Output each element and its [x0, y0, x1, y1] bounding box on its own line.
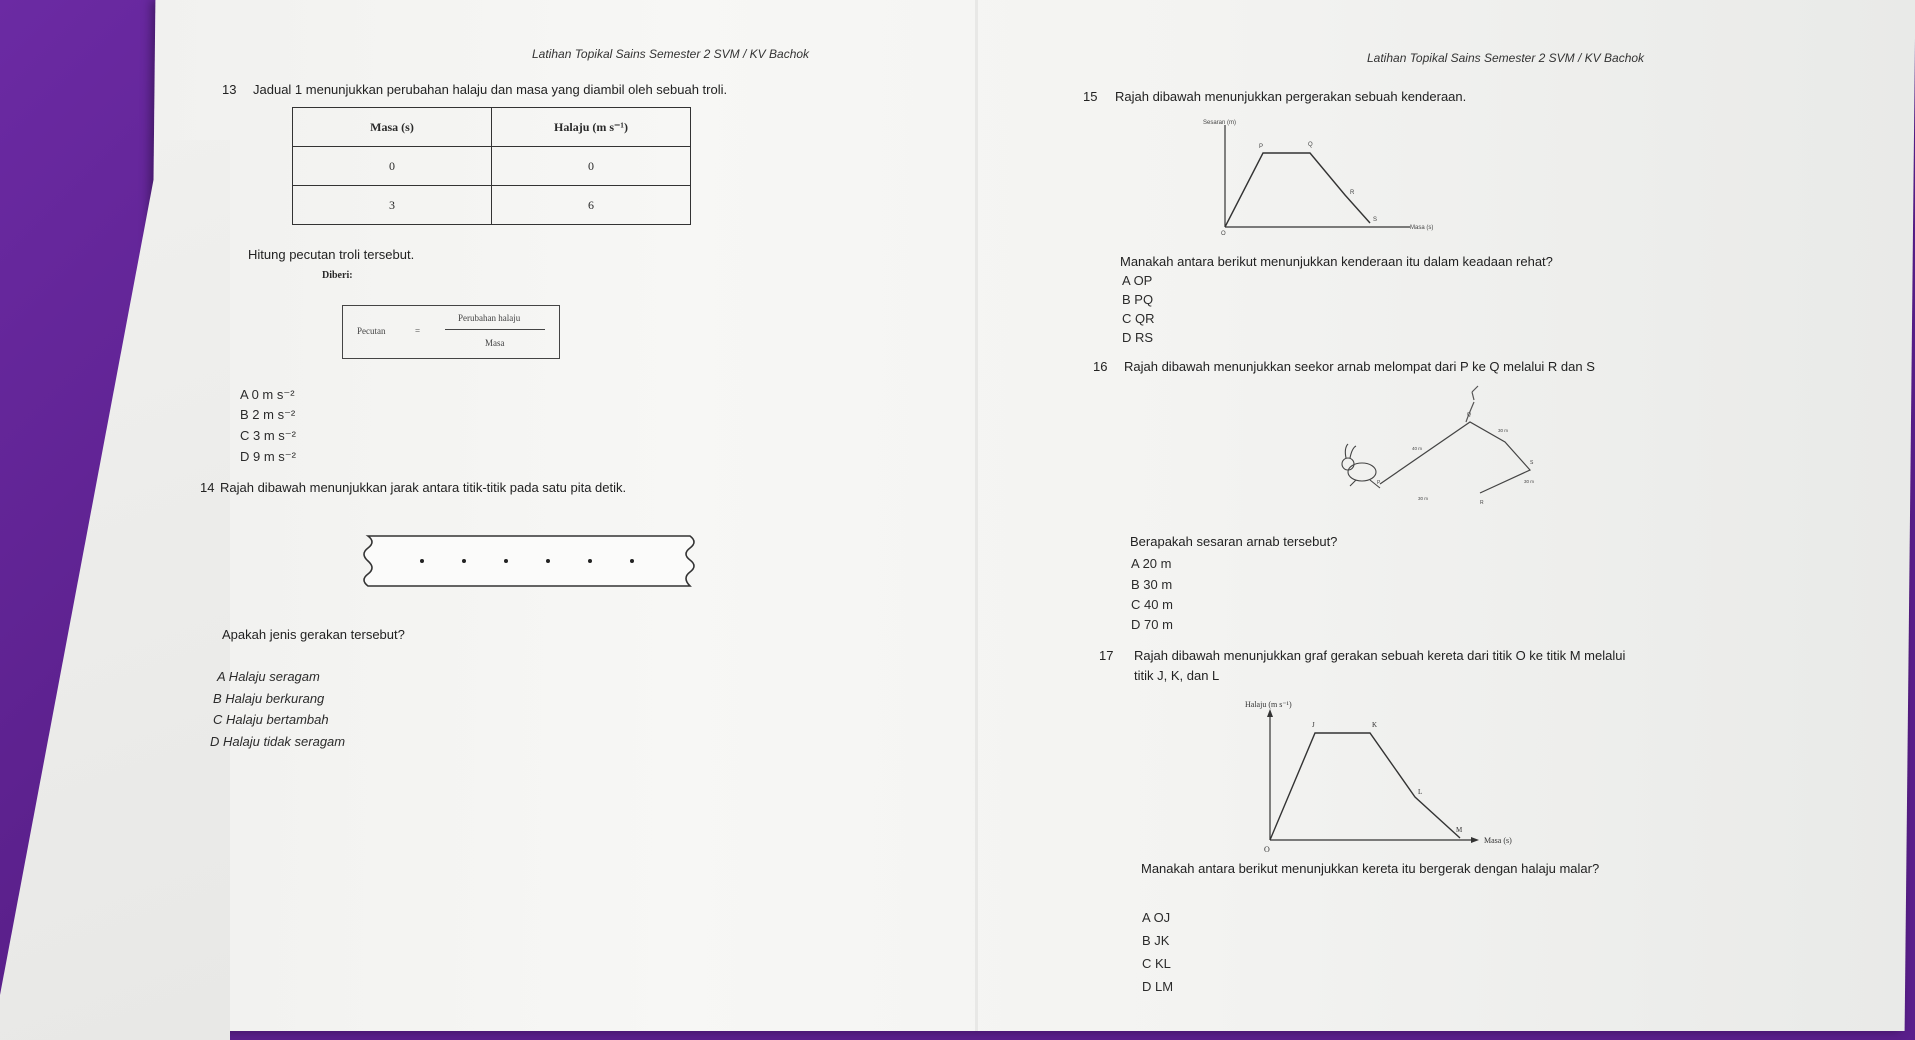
q14-option-d: D Halaju tidak seragam [210, 734, 346, 749]
table-row [293, 147, 691, 186]
formula-box [342, 305, 560, 359]
q16-point-s: S [1530, 460, 1534, 466]
q15-displacement-graph [1195, 115, 1434, 237]
q16-rabbit-diagram [1330, 380, 1550, 520]
q15-point-q: Q [1308, 142, 1313, 148]
q17-option-a: A OJ [1142, 910, 1171, 925]
fraction-bar [445, 329, 545, 330]
q14-number: 14 [200, 480, 215, 495]
page-fold [975, 0, 978, 1031]
table-header: Halaju (m s⁻¹) [492, 108, 691, 147]
q17-point-k: K [1372, 721, 1378, 729]
q14-option-a: A Halaju seragam [217, 669, 320, 684]
q16-option-b: B 30 m [1131, 577, 1173, 592]
q17-x-label: Masa (s) [1484, 836, 1512, 845]
q17-option-b: B JK [1142, 933, 1170, 948]
q16-option-a: A 20 m [1131, 556, 1172, 571]
rabbit-icon [1342, 444, 1380, 488]
q13-table [292, 107, 691, 225]
right-header: Latihan Topikal Sains Semester 2 SVM / KV Bachok [1367, 51, 1645, 65]
q15-text: Rajah dibawah menunjukkan pergerakan sebuah kenderaan. [1115, 89, 1467, 104]
q13-number: 13 [222, 82, 237, 97]
q17-origin: O [1264, 845, 1270, 854]
q15-point-p: P [1259, 144, 1264, 150]
q13-option-b: B 2 m s⁻² [240, 407, 296, 422]
q15-point-s: S [1373, 217, 1378, 223]
q13-text: Jadual 1 menunjukkan perubahan halaju dan masa yang diambil oleh sebuah troli. [253, 82, 728, 97]
q13-option-d: D 9 m s⁻² [240, 449, 296, 464]
q15-option-d: D RS [1122, 330, 1154, 345]
q15-number: 15 [1083, 89, 1098, 104]
q16-point-q: Q [1467, 412, 1471, 418]
q13-option-c: C 3 m s⁻² [240, 428, 296, 443]
left-header: Latihan Topikal Sains Semester 2 SVM / KV Bachok [532, 47, 810, 61]
q17-text-line1: Rajah dibawah menunjukkan graf gerakan sebuah kereta dari titik O ke titik M melalui [1134, 648, 1626, 663]
q17-text-line2: titik J, K, dan L [1134, 668, 1220, 683]
formula-numerator: Perubahan halaju [458, 313, 521, 323]
q16-point-r: R [1480, 500, 1484, 506]
q16-text: Rajah dibawah menunjukkan seekor arnab melompat dari P ke Q melalui R dan S [1124, 359, 1595, 374]
q16-distance-sr: 30 m [1524, 479, 1535, 484]
q13-prompt: Hitung pecutan troli tersebut. [248, 247, 415, 262]
table-cell: 3 [293, 186, 492, 225]
q14-option-b: B Halaju berkurang [213, 691, 325, 706]
q15-question: Manakah antara berikut menunjukkan kenderaan itu dalam keadaan rehat? [1120, 254, 1553, 269]
table-row [293, 186, 691, 225]
q16-distance-pr: 30 m [1418, 496, 1429, 501]
q16-number: 16 [1093, 359, 1108, 374]
formula-equals: = [415, 326, 421, 336]
q17-option-d: D LM [1142, 979, 1174, 994]
q15-origin: O [1221, 231, 1226, 237]
q17-point-l: L [1418, 788, 1423, 796]
q16-point-p: P [1377, 480, 1381, 486]
q15-option-b: B PQ [1122, 292, 1154, 307]
q17-option-c: C KL [1142, 956, 1171, 971]
table-header: Masa (s) [293, 108, 492, 147]
q17-question: Manakah antara berikut menunjukkan kereta itu bergerak dengan halaju malar? [1141, 861, 1600, 876]
q17-point-m: M [1456, 826, 1463, 834]
q16-question: Berapakah sesaran arnab tersebut? [1130, 534, 1338, 549]
q17-velocity-graph [1230, 695, 1530, 855]
q15-y-label: Sesaran (m) [1203, 120, 1237, 126]
q13-option-a: A 0 m s⁻² [240, 387, 295, 402]
q15-x-label: Masa (s) [1410, 225, 1434, 231]
q17-y-label: Halaju (m s⁻¹) [1245, 700, 1292, 709]
q14-text: Rajah dibawah menunjukkan jarak antara titik-titik pada satu pita detik. [220, 480, 627, 495]
q15-point-r: R [1350, 190, 1355, 196]
q14-option-c: C Halaju bertambah [213, 712, 329, 727]
q16-option-d: D 70 m [1131, 617, 1173, 632]
formula-denominator: Masa [485, 338, 505, 348]
q14-question: Apakah jenis gerakan tersebut? [222, 627, 405, 642]
table-cell: 0 [492, 147, 691, 186]
given-label: Diberi: [322, 270, 353, 281]
ticker-tape-diagram [360, 530, 700, 592]
q16-option-c: C 40 m [1131, 597, 1173, 612]
q15-option-a: A OP [1122, 273, 1153, 288]
table-header-row [293, 108, 691, 147]
table-cell: 6 [492, 186, 691, 225]
q16-distance-qs: 30 m [1498, 428, 1509, 433]
q16-distance-pq: 40 m [1412, 446, 1423, 451]
q17-point-j: J [1312, 721, 1315, 729]
q15-option-c: C QR [1122, 311, 1155, 326]
formula-lhs: Pecutan [357, 326, 386, 336]
q17-number: 17 [1099, 648, 1114, 663]
table-cell: 0 [293, 147, 492, 186]
